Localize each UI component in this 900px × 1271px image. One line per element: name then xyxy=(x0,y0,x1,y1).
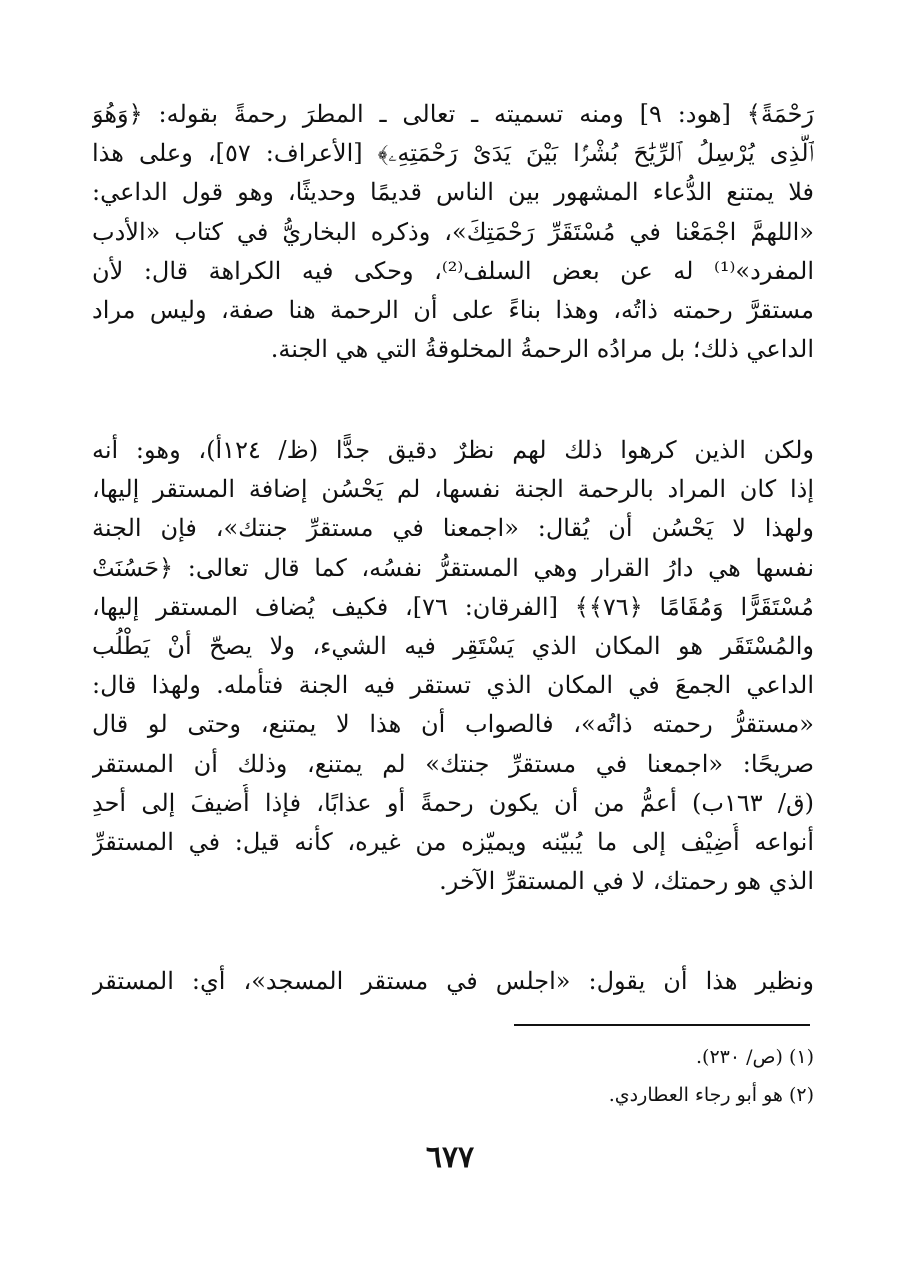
paragraph-3 xyxy=(92,962,814,1001)
page-number: ٦٧٧ xyxy=(425,1140,475,1175)
text-line: الداعي ذلك؛ بل مرادُه الرحمةُ المخلوقةُ التي هي الجنة. xyxy=(270,335,814,364)
text-line: رَحْمَةً﴾ [هود: ٩] ومنه تسميته ـ تعالى ـ المطرَ رحمةً بقوله: ﴿وَهُوَ xyxy=(92,100,814,128)
text-line: إذا كان المراد بالرحمة الجنة نفسها، لم يَحْسُن إضافة المستقر إليها، xyxy=(92,475,814,504)
text-line: صريحًا: «اجمعنا في مستقرِّ جنتك» لم يمتنع، وذلك أن المستقر xyxy=(92,749,814,778)
text-line: «اللهمَّ اجْمَعْنا في مُسْتَقَرِّ رَحْمَتِكَ»، وذكره البخاريُّ في كتاب «الأدب xyxy=(92,217,814,246)
footnotes xyxy=(92,1038,814,1114)
text-line: المفرد»⁽¹⁾ له عن بعض السلف⁽²⁾، وحكى فيه الكراهة قال: لأن xyxy=(92,256,814,285)
text-line: فلا يمتنع الدُّعاء المشهور بين الناس قديمًا وحديثًا، وهو قول الداعي: xyxy=(92,178,814,207)
footnote-separator xyxy=(514,1024,810,1026)
text-line: (ق/ ١٦٣ب) أعمُّ من أن يكون رحمةً أو عذابًا، فإذا أُضيفَ إلى أحدِ xyxy=(92,788,814,817)
text-line: مُسْتَقَرًّا وَمُقَامًا ﴿٧٦﴾﴾ [الفرقان: ٧٦]، فكيف يُضاف المستقر إليها، xyxy=(92,592,814,621)
paragraph-1 xyxy=(92,95,814,369)
paragraph-2 xyxy=(92,431,814,901)
text-line: الداعي الجمعَ في المكان الذي تستقر فيه الجنة فتأمله. ولهذا قال: xyxy=(92,671,814,700)
text-line: نفسها هي دارُ القرار وهي المستقرُّ نفسُه، كما قال تعالى: ﴿حَسُنَتْ xyxy=(92,553,814,582)
text-line: ونظير هذا أن يقول: «اجلس في مستقر المسجد»، أي: المستقر xyxy=(92,967,814,995)
text-line: ولهذا لا يَحْسُن أن يُقال: «اجمعنا في مستقرِّ جنتك»، فإن الجنة xyxy=(92,514,814,543)
text-line: ولكن الذين كرهوا ذلك لهم نظرٌ دقيق جدًّا (ظ/ ١٢٤أ)، وهو: أنه xyxy=(92,436,814,464)
footnote-2: (٢) هو أبو رجاء العطاردي. xyxy=(608,1084,814,1106)
text-line: الذي هو رحمتك، لا في المستقرِّ الآخر. xyxy=(439,867,814,896)
text-line: أنواعه أُضِيْف إلى ما يُبيّنه ويميّزه من غيره، كأنه قيل: في المستقرِّ xyxy=(92,827,814,856)
text-line: والمُسْتَقَر هو المكان الذي يَسْتَقِر فيه الشيء، ولا يصحّ أنْ يَطْلُب xyxy=(92,631,814,660)
footnote-1: (١) (ص/ ٢٣٠). xyxy=(696,1046,814,1068)
text-line: «مستقرُّ رحمته ذاتُه»، فالصواب أن هذا لا يمتنع، وحتى لو قال xyxy=(92,710,814,739)
text-line: مستقرَّ رحمته ذاتُه، وهذا بناءً على أن الرحمة هنا صفة، وليس مراد xyxy=(92,295,814,324)
text-line: ٱلَّذِى يُرْسِلُ ٱلرِّيَٰحَ بُشْرًۢا بَيْنَ يَدَىْ رَحْمَتِهِۦ﴾ [الأعراف: ٥٧]، وعلى هذا xyxy=(92,139,814,168)
